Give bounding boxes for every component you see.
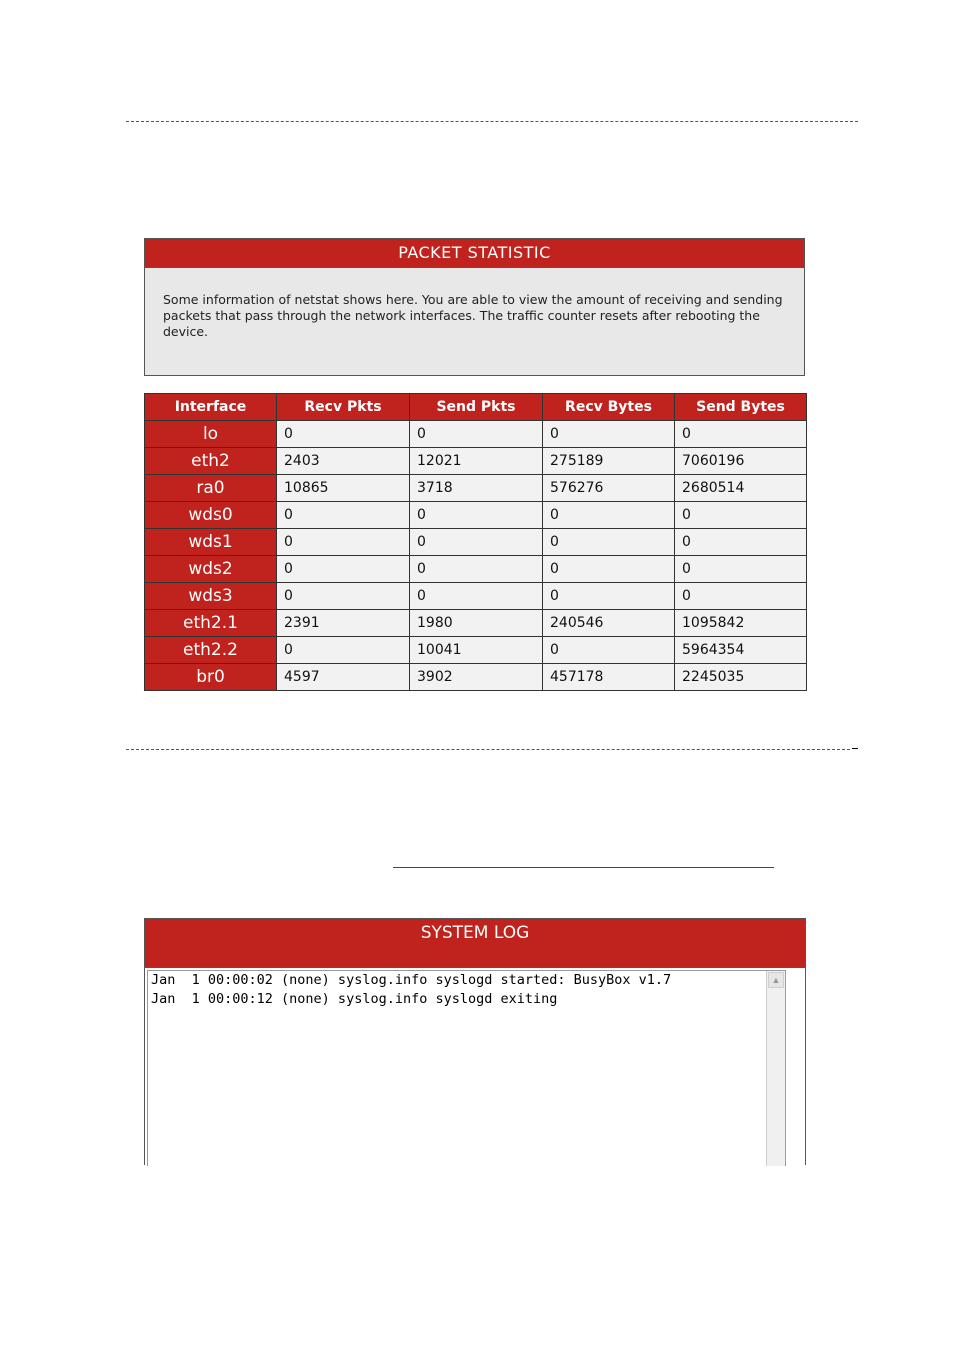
column-header-recv-pkts: Recv Pkts	[277, 394, 410, 421]
send-pkts-cell: 0	[410, 556, 543, 583]
send-pkts-cell: 3718	[410, 475, 543, 502]
send-bytes-cell: 1095842	[675, 610, 807, 637]
system-log-title: SYSTEM LOG	[145, 919, 805, 968]
send-bytes-cell: 0	[675, 529, 807, 556]
recv-bytes-cell: 275189	[543, 448, 675, 475]
send-bytes-cell: 2245035	[675, 664, 807, 691]
recv-pkts-cell: 0	[277, 529, 410, 556]
send-pkts-cell: 0	[410, 583, 543, 610]
recv-bytes-cell: 0	[543, 502, 675, 529]
table-row	[145, 502, 807, 529]
send-bytes-cell: 0	[675, 502, 807, 529]
table-row	[145, 421, 807, 448]
log-line: Jan 1 00:00:02 (none) syslog.info syslogd started: BusyBox v1.7	[151, 972, 672, 988]
interface-name: wds1	[145, 529, 277, 556]
recv-bytes-cell: 0	[543, 421, 675, 448]
table-row	[145, 610, 807, 637]
send-bytes-cell: 0	[675, 421, 807, 448]
send-bytes-cell: 7060196	[675, 448, 807, 475]
send-pkts-cell: 0	[410, 502, 543, 529]
table-row	[145, 664, 807, 691]
recv-pkts-cell: 2403	[277, 448, 410, 475]
table-row	[145, 583, 807, 610]
send-pkts-cell: 1980	[410, 610, 543, 637]
interface-name: eth2.2	[145, 637, 277, 664]
recv-pkts-cell: 0	[277, 502, 410, 529]
table-row	[145, 556, 807, 583]
interface-name: wds3	[145, 583, 277, 610]
recv-bytes-cell: 0	[543, 637, 675, 664]
link-underline[interactable]	[393, 867, 774, 868]
send-bytes-cell: 0	[675, 583, 807, 610]
recv-pkts-cell: 4597	[277, 664, 410, 691]
packet-statistic-title: PACKET STATISTIC	[145, 239, 804, 268]
recv-bytes-cell: 0	[543, 529, 675, 556]
recv-pkts-cell: 0	[277, 421, 410, 448]
send-pkts-cell: 12021	[410, 448, 543, 475]
send-pkts-cell: 0	[410, 529, 543, 556]
table-row	[145, 475, 807, 502]
vertical-scrollbar[interactable]	[766, 971, 785, 1166]
column-header-send-pkts: Send Pkts	[410, 394, 543, 421]
recv-bytes-cell: 0	[543, 556, 675, 583]
interface-name: wds2	[145, 556, 277, 583]
recv-pkts-cell: 0	[277, 556, 410, 583]
section-divider	[126, 121, 858, 122]
send-pkts-cell: 10041	[410, 637, 543, 664]
interface-name: ra0	[145, 475, 277, 502]
send-pkts-cell: 0	[410, 421, 543, 448]
interface-name: wds0	[145, 502, 277, 529]
interface-name: br0	[145, 664, 277, 691]
table-row	[145, 448, 807, 475]
table-row	[145, 529, 807, 556]
section-divider	[126, 749, 850, 750]
column-header-send-bytes: Send Bytes	[675, 394, 807, 421]
send-bytes-cell: 0	[675, 556, 807, 583]
recv-bytes-cell: 457178	[543, 664, 675, 691]
recv-bytes-cell: 576276	[543, 475, 675, 502]
column-header-interface: Interface	[145, 394, 277, 421]
column-header-recv-bytes: Recv Bytes	[543, 394, 675, 421]
recv-pkts-cell: 0	[277, 583, 410, 610]
recv-bytes-cell: 240546	[543, 610, 675, 637]
table-row	[145, 637, 807, 664]
table-header-row	[145, 394, 807, 421]
packet-statistic-panel	[144, 238, 805, 376]
send-bytes-cell: 2680514	[675, 475, 807, 502]
packet-statistic-description: Some information of netstat shows here. You are able to view the amount of receiving and sending packets that pass through the network interfaces. The traffic counter resets after rebooting the device.	[163, 292, 783, 339]
send-pkts-cell: 3902	[410, 664, 543, 691]
system-log-textarea[interactable]	[147, 970, 786, 1166]
interface-name: eth2	[145, 448, 277, 475]
packet-statistic-table	[144, 393, 807, 691]
recv-pkts-cell: 0	[277, 637, 410, 664]
system-log-panel	[144, 918, 806, 1165]
recv-bytes-cell: 0	[543, 583, 675, 610]
log-line: Jan 1 00:00:12 (none) syslog.info syslogd exiting	[151, 991, 558, 1007]
interface-name: eth2.1	[145, 610, 277, 637]
interface-name: lo	[145, 421, 277, 448]
recv-pkts-cell: 10865	[277, 475, 410, 502]
chevron-up-icon[interactable]: ▲	[768, 972, 784, 988]
recv-pkts-cell: 2391	[277, 610, 410, 637]
divider-tail	[852, 748, 858, 749]
send-bytes-cell: 5964354	[675, 637, 807, 664]
